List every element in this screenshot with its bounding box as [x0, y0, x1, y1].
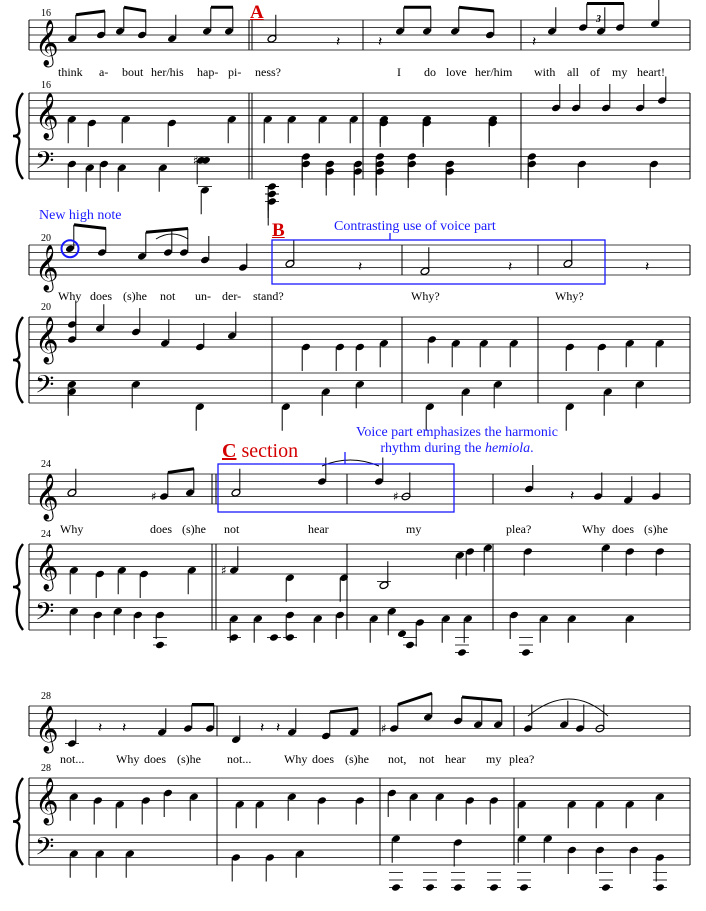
bass-clef: 𝄢 [35, 370, 55, 406]
lyric: not... [227, 752, 252, 766]
beam [398, 693, 432, 704]
lyric: with [534, 65, 556, 79]
sharp-sign: ♯ [193, 153, 199, 168]
brace [13, 778, 23, 865]
treble-clef: 𝄞 [35, 778, 59, 824]
rest: 𝄽 [260, 720, 265, 736]
lyric: her/his [151, 65, 184, 79]
lyric: Why? [555, 289, 584, 303]
harmonic-label [312, 425, 602, 457]
lyric: not [160, 289, 176, 303]
lyric: un- [195, 289, 211, 303]
lyric: stand? [253, 289, 284, 303]
measure-number-24-voice: 24 [41, 459, 51, 470]
lyric: plea? [506, 522, 532, 536]
lyric: a- [99, 65, 109, 79]
sharp-sign: ♯ [151, 489, 157, 504]
lyric: does [144, 752, 166, 766]
lyric: my [612, 65, 628, 79]
measure-number-20-voice: 20 [41, 233, 51, 244]
measure-number-28-voice: 28 [41, 691, 51, 702]
triplet-mark: 3 [596, 14, 601, 25]
beam [459, 7, 494, 11]
beam [330, 708, 358, 712]
rehearsal-mark-c: C [222, 440, 237, 462]
lyric: not [224, 522, 240, 536]
rest: 𝄽 [358, 259, 363, 275]
measure-number-24-piano: 24 [41, 529, 51, 540]
lyric: not [419, 752, 435, 766]
lyric: do [424, 65, 436, 79]
lyric: Why [116, 752, 140, 766]
bass-clef: 𝄢 [35, 146, 55, 182]
slur [322, 460, 379, 466]
lyric: der- [222, 289, 242, 303]
lyric: plea? [509, 752, 535, 766]
rest: 𝄽 [570, 488, 575, 504]
treble-clef: 𝄞 [35, 20, 59, 66]
lyric: not, [388, 752, 407, 766]
lyric: her/him [475, 65, 513, 79]
sharp-sign: ♯ [393, 489, 399, 504]
treble-clef: 𝄞 [35, 474, 59, 520]
lyric: does [150, 522, 172, 536]
treble-clef: 𝄞 [35, 544, 59, 590]
note-head [397, 629, 407, 638]
hemiola-word: hemiola [485, 441, 531, 456]
lyric: hear [445, 752, 466, 766]
measure-number-28-piano: 28 [41, 763, 51, 774]
contrast-box [272, 240, 605, 284]
rest: 𝄽 [98, 720, 103, 736]
treble-clef: 𝄞 [35, 317, 59, 363]
rest: 𝄽 [122, 720, 127, 736]
lyric: Why [284, 752, 308, 766]
measure-number-20-piano: 20 [41, 302, 51, 313]
rest: 𝄽 [645, 259, 650, 275]
rest: 𝄽 [276, 720, 281, 736]
lyric: hear [308, 522, 329, 536]
rest: 𝄽 [378, 34, 383, 50]
harmonic-line-2-pre: rhythm during the [380, 441, 485, 456]
harmonic-line-1: Voice part emphasizes the harmonic [356, 425, 558, 440]
sharp-sign: ♯ [221, 563, 227, 578]
brace [13, 317, 23, 403]
clefs [13, 20, 59, 868]
lyric: of [590, 65, 600, 79]
c-section-suffix: section [236, 440, 299, 462]
rehearsal-mark-a: A [250, 2, 264, 23]
measure-number-16-piano: 16 [41, 80, 51, 91]
measure-number-16-voice: 16 [41, 8, 51, 19]
harmonic-line-2 [312, 441, 602, 457]
lyric: Why [58, 289, 82, 303]
bass-clef: 𝄢 [35, 597, 55, 633]
treble-clef: 𝄞 [35, 245, 59, 291]
beam [146, 229, 188, 233]
rehearsal-mark-b: B [272, 220, 285, 241]
lyric: hap- [197, 65, 219, 79]
hemiola-box [218, 464, 454, 512]
lyric: think [58, 65, 83, 79]
lyric: not... [60, 752, 85, 766]
lyric: heart! [637, 65, 665, 79]
bass-clef: 𝄢 [35, 832, 55, 868]
harmonic-line-2-post: . [530, 441, 534, 456]
beam [462, 697, 502, 701]
beam [124, 7, 146, 11]
lyric: all [567, 65, 579, 79]
lyric: love [446, 65, 467, 79]
lyric: does [312, 752, 334, 766]
treble-clef: 𝄞 [35, 93, 59, 139]
brace [13, 93, 23, 179]
lyric: I [397, 65, 401, 79]
brace [13, 544, 23, 630]
c-section-label [222, 440, 298, 463]
lyric: (s)he [182, 522, 206, 536]
beam [168, 469, 194, 473]
lyric: does [612, 522, 634, 536]
rest: 𝄽 [336, 34, 341, 50]
beam [76, 11, 105, 15]
lyric: does [90, 289, 112, 303]
lyric: bout [122, 65, 144, 79]
lyric: ness? [255, 65, 281, 79]
beam [74, 225, 106, 229]
lyric: Why? [411, 289, 440, 303]
lyric: (s)he [345, 752, 369, 766]
lyric: my [406, 522, 422, 536]
annotation-marks [62, 233, 609, 716]
lyric: (s)he [644, 522, 668, 536]
rest: 𝄽 [532, 34, 537, 50]
lyric: (s)he [177, 752, 201, 766]
lyric: my [486, 752, 502, 766]
sharp-sign: ♯ [381, 721, 387, 736]
contrasting-label: Contrasting use of voice part [334, 219, 496, 234]
new-high-note-label: New high note [39, 208, 122, 223]
rest: 𝄽 [508, 259, 513, 275]
lyric: pi- [228, 65, 242, 79]
lyric: Why [582, 522, 606, 536]
lyric: Why [60, 522, 84, 536]
treble-clef: 𝄞 [35, 706, 59, 752]
lyric: (s)he [123, 289, 147, 303]
